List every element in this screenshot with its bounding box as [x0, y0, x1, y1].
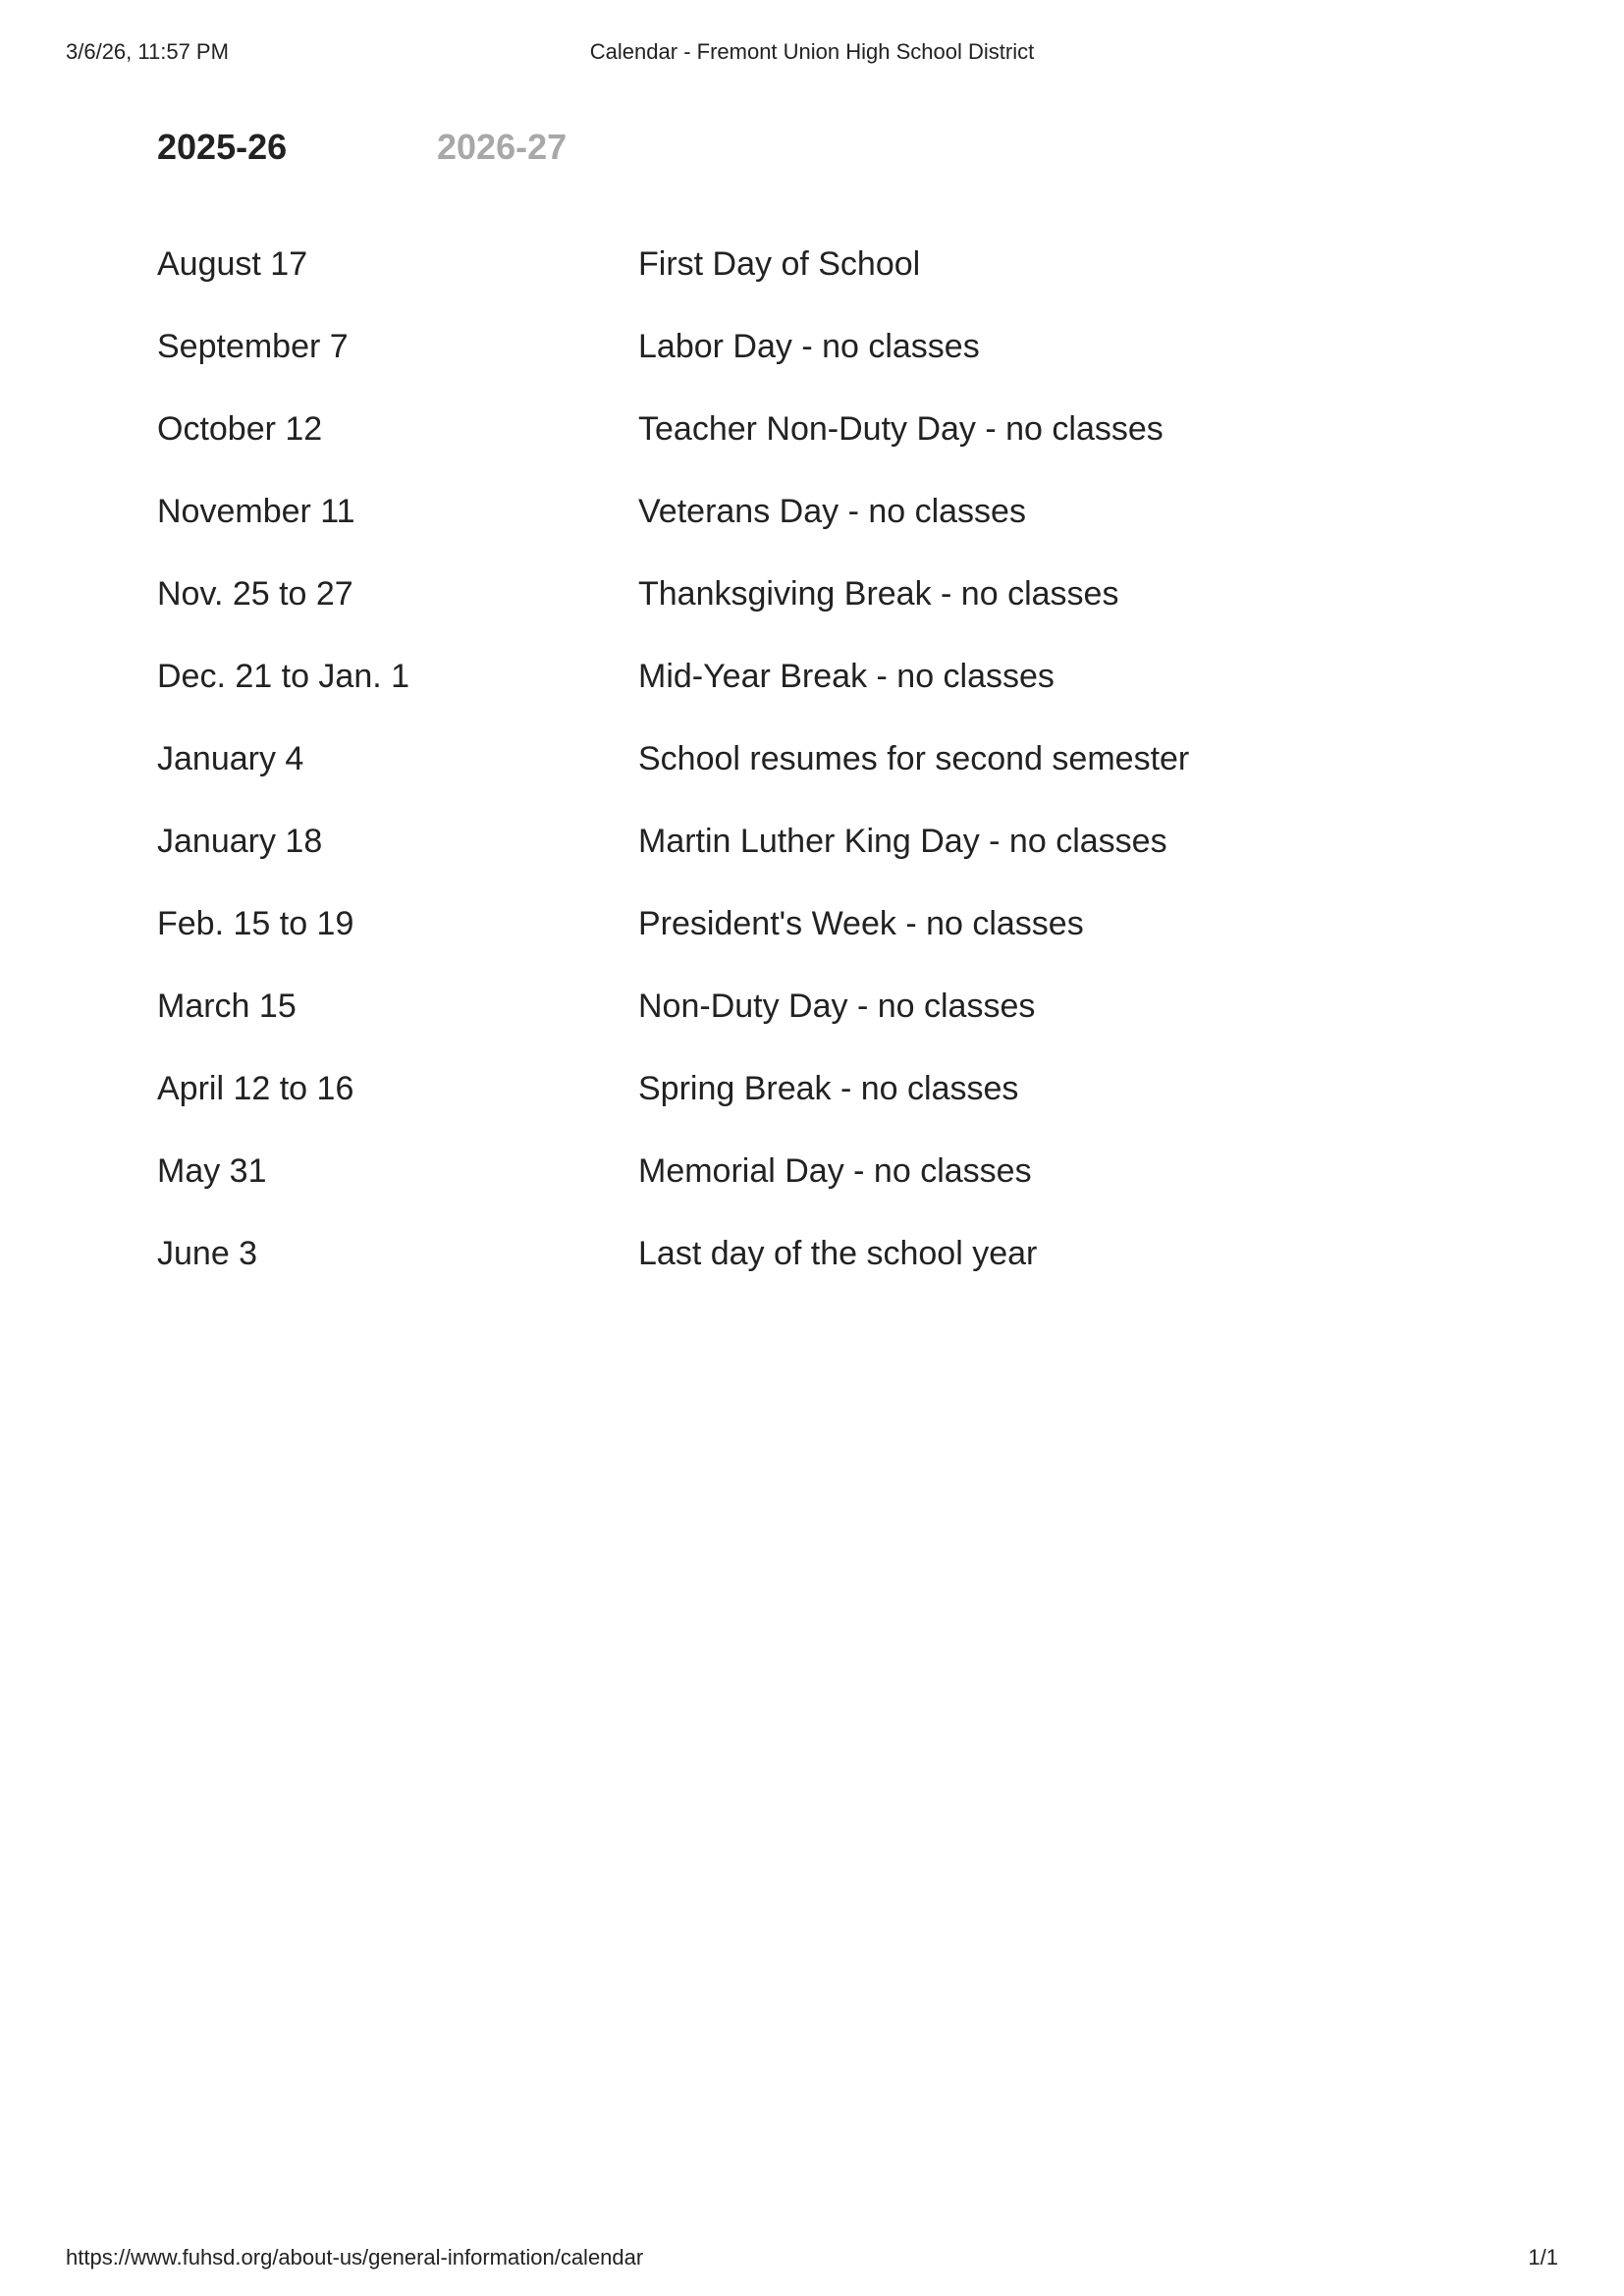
print-timestamp: 3/6/26, 11:57 PM	[66, 39, 229, 64]
list-item	[157, 408, 1434, 491]
list-item	[157, 986, 1434, 1068]
event-date: June 3	[157, 1235, 258, 1272]
event-date: May 31	[157, 1152, 267, 1190]
event-description: Spring Break - no classes	[638, 1070, 1019, 1107]
list-item	[157, 821, 1434, 903]
calendar-events-list	[157, 243, 1434, 1315]
list-item	[157, 573, 1434, 656]
event-description: Non-Duty Day - no classes	[638, 988, 1036, 1025]
event-date: Nov. 25 to 27	[157, 575, 353, 613]
event-date: March 15	[157, 988, 297, 1025]
event-date: November 11	[157, 493, 355, 530]
print-header	[66, 39, 1558, 69]
event-description: School resumes for second semester	[638, 740, 1190, 777]
event-description: Teacher Non-Duty Day - no classes	[638, 410, 1164, 448]
list-item	[157, 326, 1434, 408]
list-item	[157, 491, 1434, 573]
page-number: 1/1	[1528, 2245, 1558, 2269]
list-item	[157, 903, 1434, 986]
print-url: https://www.fuhsd.org/about-us/general-information/calendar	[66, 2245, 644, 2269]
list-item	[157, 656, 1434, 738]
school-year-tabs	[157, 126, 567, 169]
event-description: Veterans Day - no classes	[638, 493, 1026, 530]
event-description: Thanksgiving Break - no classes	[638, 575, 1119, 613]
print-page-title: Calendar - Fremont Union High School District	[589, 39, 1035, 64]
tab-2025-26[interactable]: 2025-26	[157, 126, 437, 169]
event-description: First Day of School	[638, 245, 921, 283]
event-description: Mid-Year Break - no classes	[638, 658, 1055, 695]
event-date: January 18	[157, 823, 323, 860]
list-item	[157, 1150, 1434, 1233]
event-date: October 12	[157, 410, 323, 448]
event-date: January 4	[157, 740, 304, 777]
event-date: Dec. 21 to Jan. 1	[157, 658, 410, 695]
event-description: Labor Day - no classes	[638, 328, 980, 365]
event-date: April 12 to 16	[157, 1070, 354, 1107]
event-description: Martin Luther King Day - no classes	[638, 823, 1167, 860]
event-description: Memorial Day - no classes	[638, 1152, 1032, 1190]
list-item	[157, 1068, 1434, 1150]
list-item	[157, 1233, 1434, 1315]
event-date: Feb. 15 to 19	[157, 905, 354, 942]
event-description: President's Week - no classes	[638, 905, 1084, 942]
print-footer	[66, 2245, 1558, 2274]
tab-2026-27[interactable]: 2026-27	[437, 127, 568, 167]
list-item	[157, 243, 1434, 326]
list-item	[157, 738, 1434, 821]
event-description: Last day of the school year	[638, 1235, 1038, 1272]
event-date: September 7	[157, 328, 349, 365]
event-date: August 17	[157, 245, 308, 283]
